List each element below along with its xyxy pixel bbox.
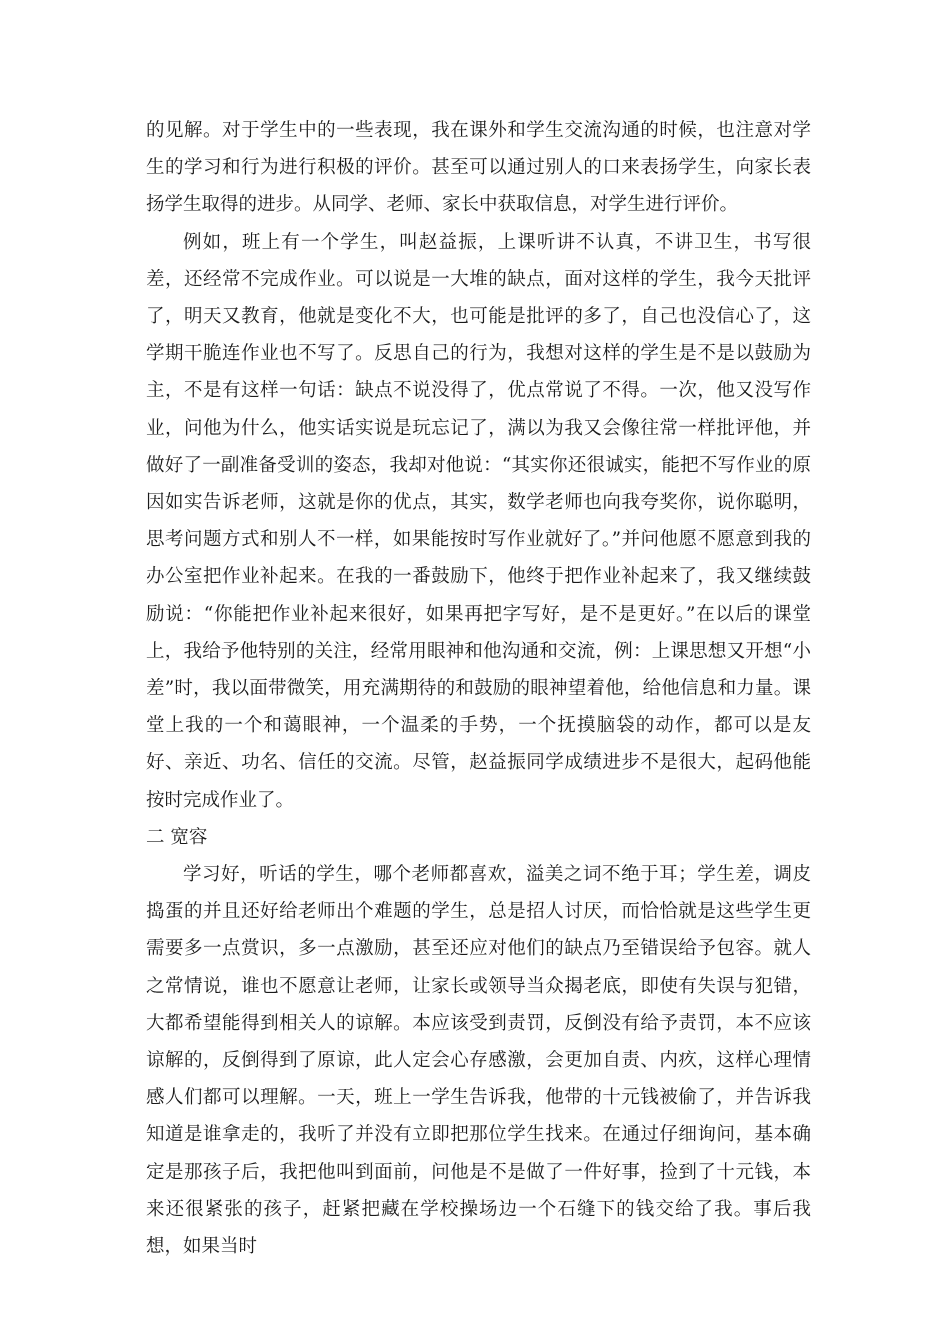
paragraph-example-student: 例如，班上有一个学生，叫赵益振，上课听讲不认真，不讲卫生，书写很差，还经常不完成作业。可以说是一大堆的缺点，面对这样的学生，我今天批评了，明天又教育，他就是变化不大，也可能是批评的多了，自己也没信心了，这学期干脆连作业也不写了。反思自己的行为，我想对这样的学生是不是以鼓励为主，不是有这样一句话：缺点不说没得了，优点常说了不得。一次，他又没写作业，问他为什么，他实话实说是玩忘记了，满以为我又会像往常一样批评他，并做好了一副准备受训的姿态，我却对他说：“其实你还很诚实，能把不写作业的原因如实告诉老师，这就是你的优点，其实，数学老师也向我夸奖你，说你聪明，思考问题方式和别人不一样，如果能按时写作业就好了。”并问他愿不愿意到我的办公室把作业补起来。在我的一番鼓励下，他终于把作业补起来了，我又继续鼓励说：“你能把作业补起来很好，如果再把字写好，是不是更好。”在以后的课堂上，我给予他特别的关注，经常用眼神和他沟通和交流，例：上课思想又开想“小差”时，我以面带微笑，用充满期待的和鼓励的眼神望着他，给他信息和力量。课堂上我的一个和蔼眼神，一个温柔的手势，一个抚摸脑袋的动作，都可以是友好、亲近、功名、信任的交流。尽管，赵益振同学成绩进步不是很大，起码他能按时完成作业了。 xyxy=(146,231,811,811)
paragraph-continuation: 的见解。对于学生中的一些表现，我在课外和学生交流沟通的时候，也注意对学生的学习和行为进行积极的评价。甚至可以通过别人的口来表扬学生，向家长表扬学生取得的进步。从同学、老师、家长中获取信息，对学生进行评价。 xyxy=(146,120,811,216)
section-heading-tolerance: 二 宽容 xyxy=(146,826,208,848)
paragraph-tolerance: 学习好，听话的学生，哪个老师都喜欢，溢美之词不绝于耳；学生差，调皮捣蛋的并且还好给老师出个难题的学生，总是招人讨厌，而恰恰就是这些学生更需要多一点赏识，多一点激励，甚至还应对他们的缺点乃至错误给予包容。就人之常情说，谁也不愿意让老师，让家长或领导当众揭老底，即使有失误与犯错，大都希望能得到相关人的谅解。本应该受到责罚，反倒没有给予责罚，本不应该谅解的，反倒得到了原谅，此人定会心存感激，会更加自责、内疚，这样心理情感人们都可以理解。一天，班上一学生告诉我，他带的十元钱被偷了，并告诉我知道是谁拿走的，我听了并没有立即把那位学生找来。在通过仔细询问，基本确定是那孩子后，我把他叫到面前，问他是不是做了一件好事，捡到了十元钱，本来还很紧张的孩子，赶紧把藏在学校操场边一个石缝下的钱交给了我。事后我想，如果当时 xyxy=(146,864,811,1258)
document-body xyxy=(146,112,811,1265)
